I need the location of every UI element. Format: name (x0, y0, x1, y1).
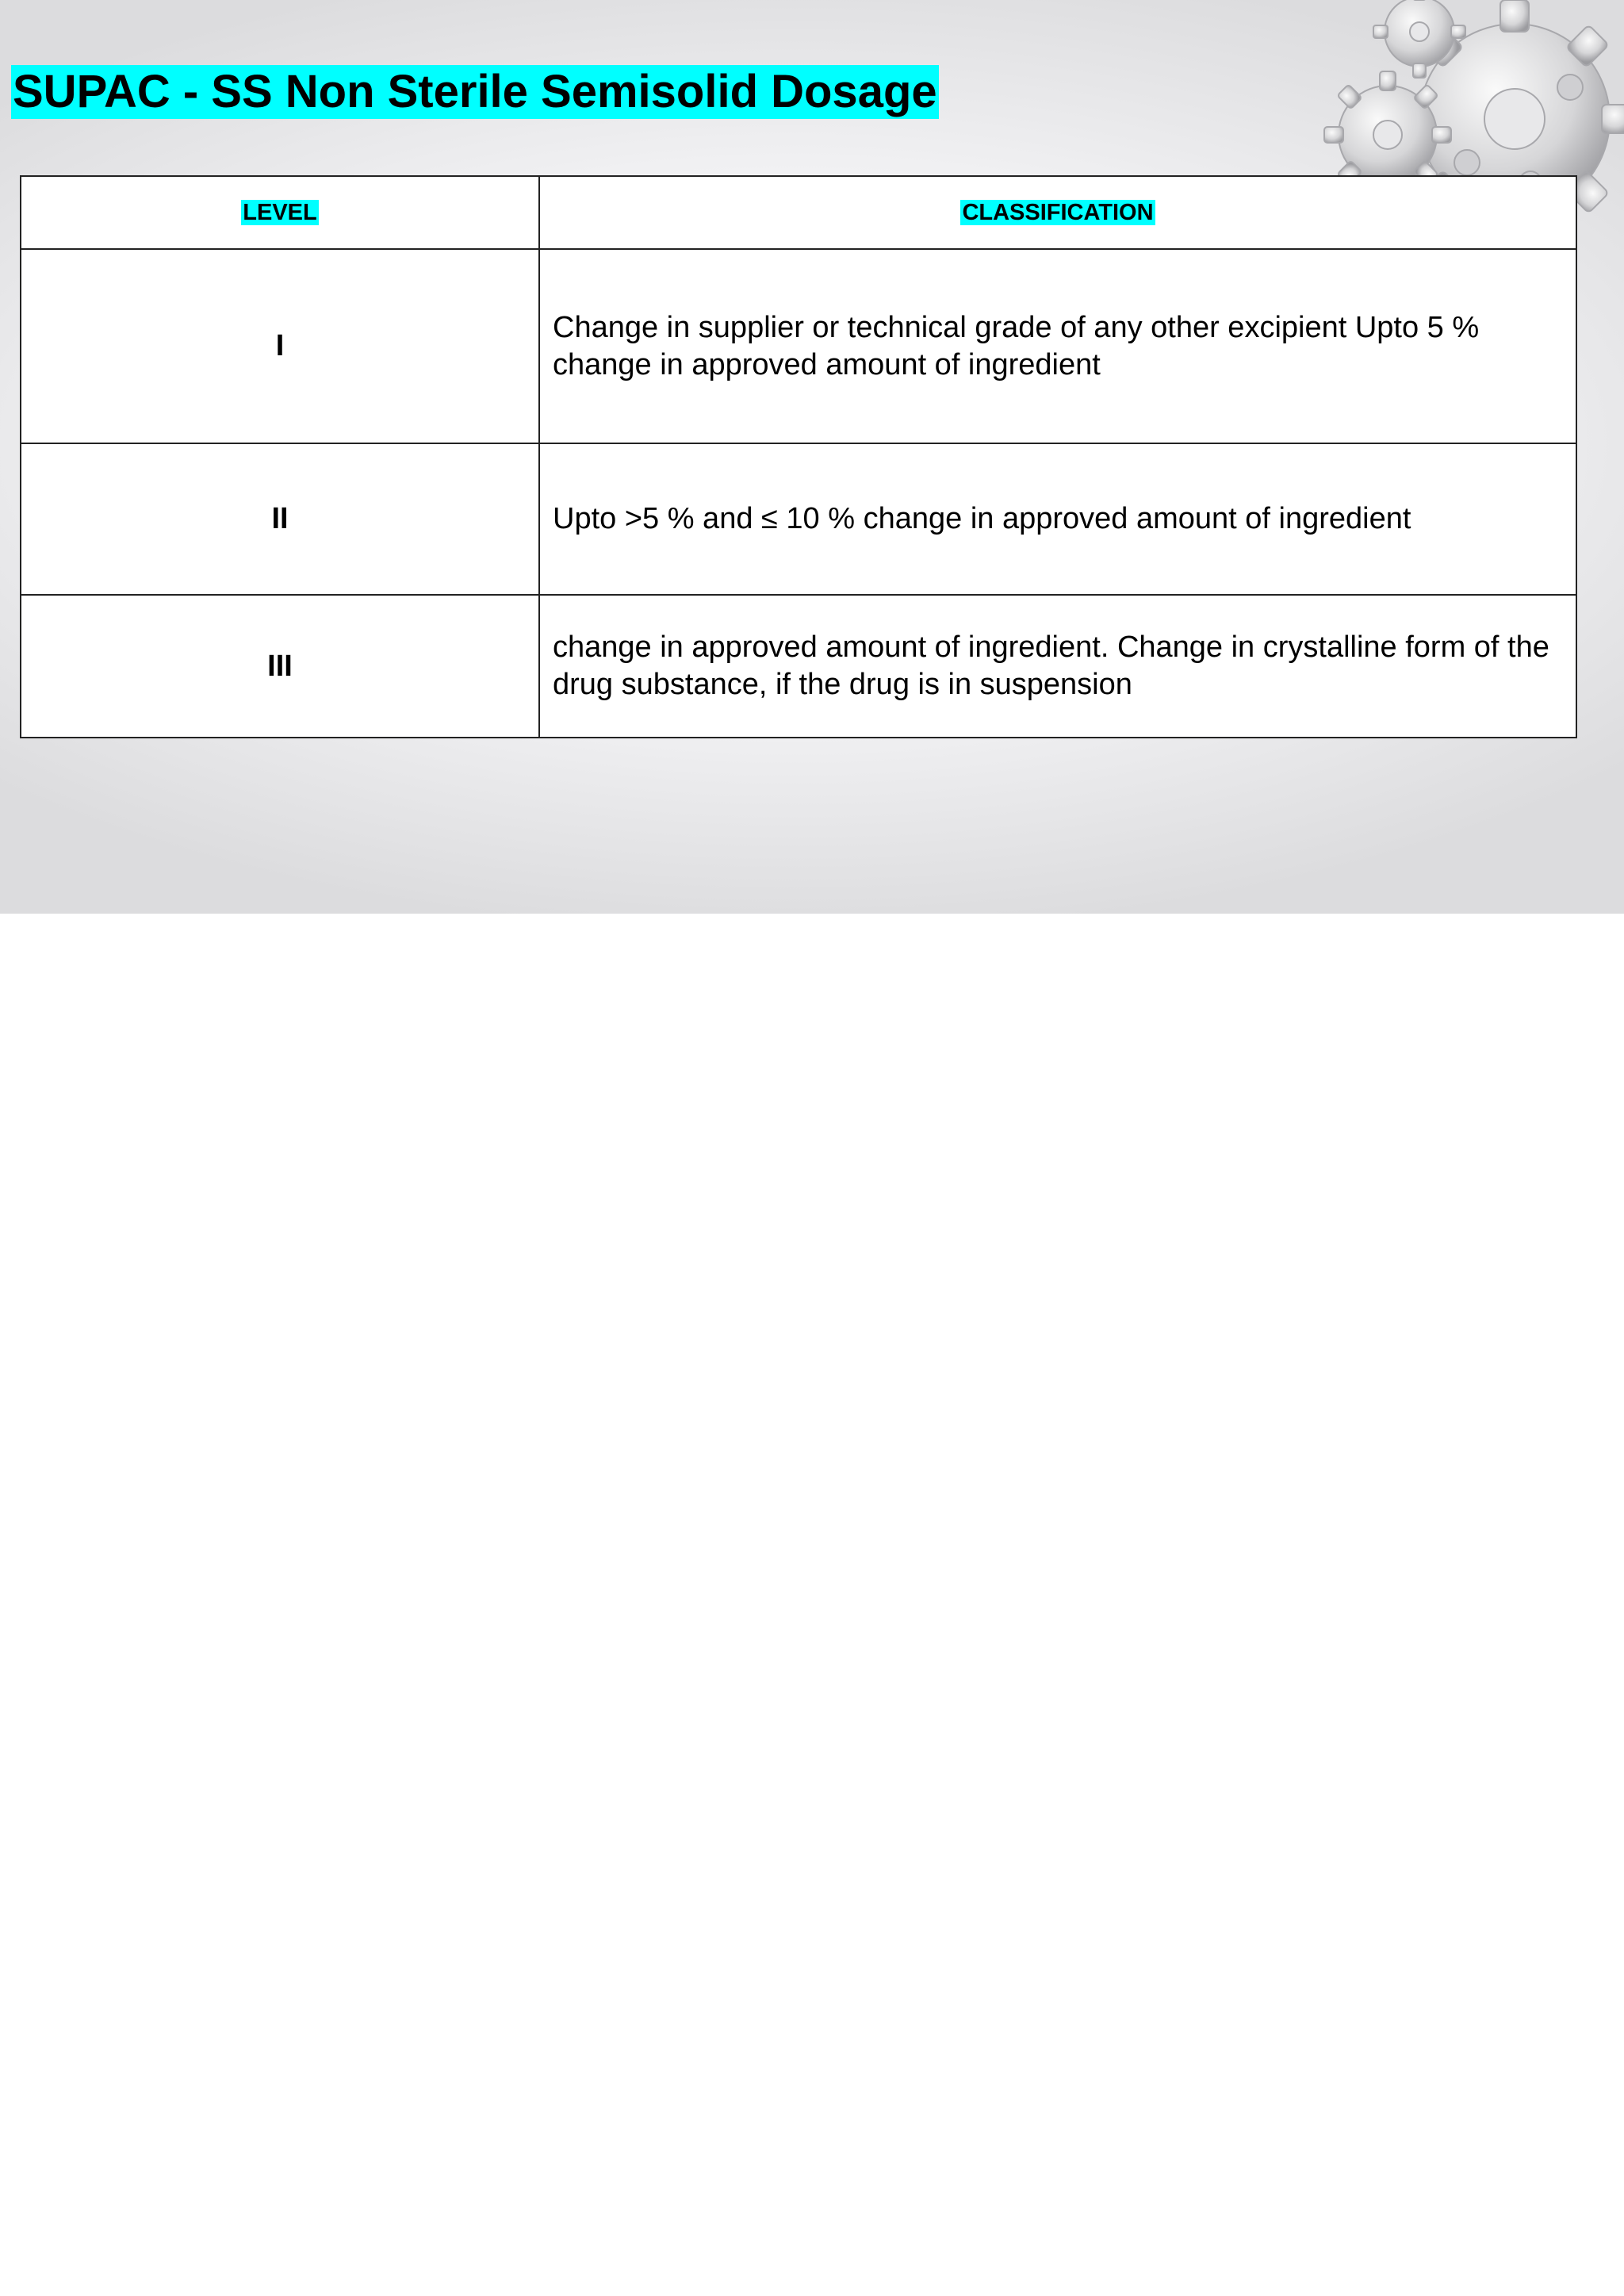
level-cell: II (21, 443, 539, 595)
table-row (21, 249, 1576, 443)
classification-cell: Upto >5 % and ≤ 10 % change in approved amount of ingredient (539, 443, 1576, 595)
level-cell: III (21, 595, 539, 738)
slide (0, 0, 1624, 914)
table-row (21, 595, 1576, 738)
level-header: LEVEL (243, 199, 317, 225)
supac-level-table (20, 175, 1577, 738)
classification-header-cell (539, 176, 1576, 249)
level-cell: I (21, 249, 539, 443)
table-header-row (21, 176, 1576, 249)
table-row (21, 443, 1576, 595)
classification-header: CLASSIFICATION (962, 199, 1154, 225)
slide-title: SUPAC - SS Non Sterile Semisolid Dosage (13, 66, 937, 117)
classification-cell: change in approved amount of ingredient. Change in crystalline form of the drug substance, if the drug is in suspension (539, 595, 1576, 738)
classification-cell: Change in supplier or technical grade of any other excipient Upto 5 % change in approved amount of ingredient (539, 249, 1576, 443)
level-header-cell (21, 176, 539, 249)
